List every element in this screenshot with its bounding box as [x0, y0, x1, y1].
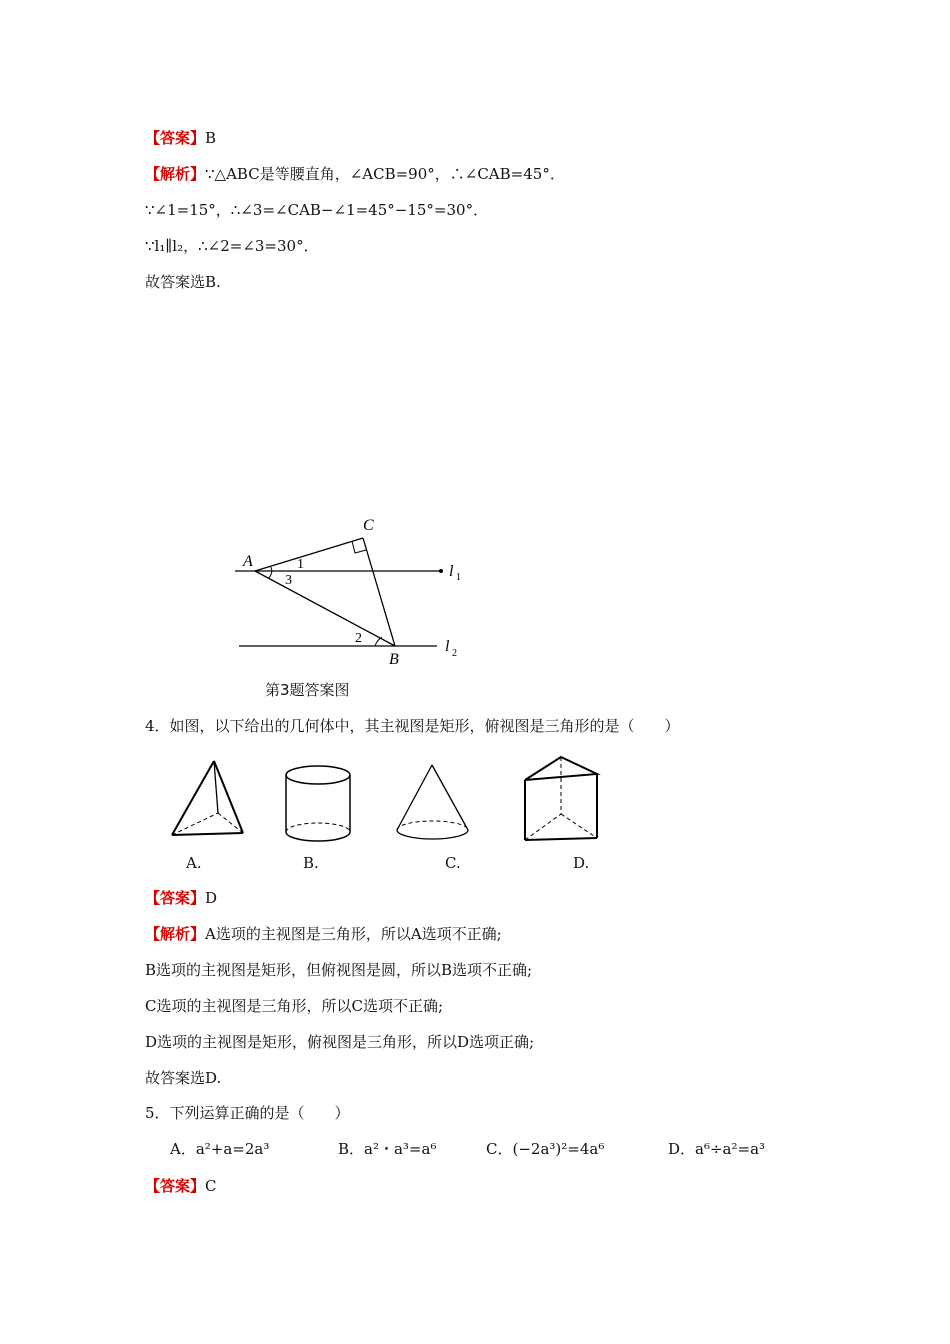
q4-option-d-label: D.: [573, 854, 590, 872]
q3-conclusion: 故答案选B.: [145, 273, 221, 291]
label-l2: l: [445, 638, 450, 655]
angle-arc-at-a: [269, 566, 272, 578]
q5-option-a: A．a²+a=2a³: [170, 1140, 270, 1158]
q5-answer: [145, 1176, 217, 1196]
q4-question: 4．如图，以下给出的几何体中，其主视图是矩形，俯视图是三角形的是（ ）: [145, 717, 680, 735]
line-l1-endpoint: [439, 569, 443, 573]
q4-option-a-label: A.: [186, 854, 202, 872]
triangular-prism-figure: [515, 752, 605, 847]
label-b: B: [389, 651, 399, 668]
answer-value: C: [205, 1177, 217, 1195]
analysis-tag: 【解析】: [145, 925, 206, 943]
tetrahedron-figure: [160, 755, 255, 850]
answer-tag: 【答案】: [145, 1177, 206, 1195]
side-ac: [255, 538, 363, 571]
answer-value: D: [205, 889, 218, 907]
label-l1: l: [449, 563, 454, 580]
q4-answer: [145, 888, 217, 908]
label-a: A: [243, 553, 253, 570]
angle-label-3: 3: [285, 573, 292, 588]
triangle-parallel-lines-figure: [225, 510, 485, 670]
q5-question: 5．下列运算正确的是（ ）: [145, 1104, 350, 1122]
q4-option-b-label: B.: [303, 854, 319, 872]
angle-label-1: 1: [297, 557, 304, 572]
figure-caption: 第3题答案图: [265, 681, 350, 699]
answer-tag: 【答案】: [145, 889, 206, 907]
label-c: C: [363, 517, 374, 534]
cone-figure: [392, 760, 477, 850]
q3-answer: [145, 128, 216, 148]
label-l2-sub: 2: [452, 648, 457, 659]
q4-analysis-line3: C选项的主视图是三角形，所以C选项不正确;: [145, 997, 444, 1015]
q4-option-c-label: C.: [445, 854, 461, 872]
q3-analysis-line2: ∵∠1=15°，∴∠3=∠CAB−∠1=45°−15°=30°．: [145, 201, 489, 219]
q3-analysis-line1: [145, 164, 565, 184]
label-l1-sub: 1: [456, 572, 461, 583]
q4-conclusion: 故答案选D.: [145, 1069, 222, 1087]
analysis-tag: 【解析】: [145, 165, 206, 183]
answer-tag: 【答案】: [145, 129, 206, 147]
q4-analysis-line2: B选项的主视图是矩形，但俯视图是圆，所以B选项不正确;: [145, 961, 533, 979]
q4-analysis-line1: [145, 924, 502, 944]
angle-label-2: 2: [355, 631, 362, 646]
q5-option-c: C．(−2a³)²=4a⁶: [486, 1140, 605, 1158]
q3-analysis-line3: ∵l₁∥l₂，∴∠2=∠3=30°．: [145, 237, 319, 255]
q4-analysis-line4: D选项的主视图是矩形，俯视图是三角形，所以D选项正确;: [145, 1033, 535, 1051]
side-ab: [255, 571, 395, 646]
analysis-text: A选项的主视图是三角形，所以A选项不正确;: [205, 925, 502, 943]
cylinder-figure: [278, 760, 358, 850]
q5-option-b: B．a²・a³=a⁶: [338, 1140, 437, 1158]
q5-option-d: D．a⁶÷a²=a³: [668, 1140, 766, 1158]
analysis-text: ∵△ABC是等腰直角，∠ACB=90°，∴∠CAB=45°．: [205, 165, 565, 183]
answer-value: B: [205, 129, 217, 147]
side-cb: [363, 538, 395, 646]
